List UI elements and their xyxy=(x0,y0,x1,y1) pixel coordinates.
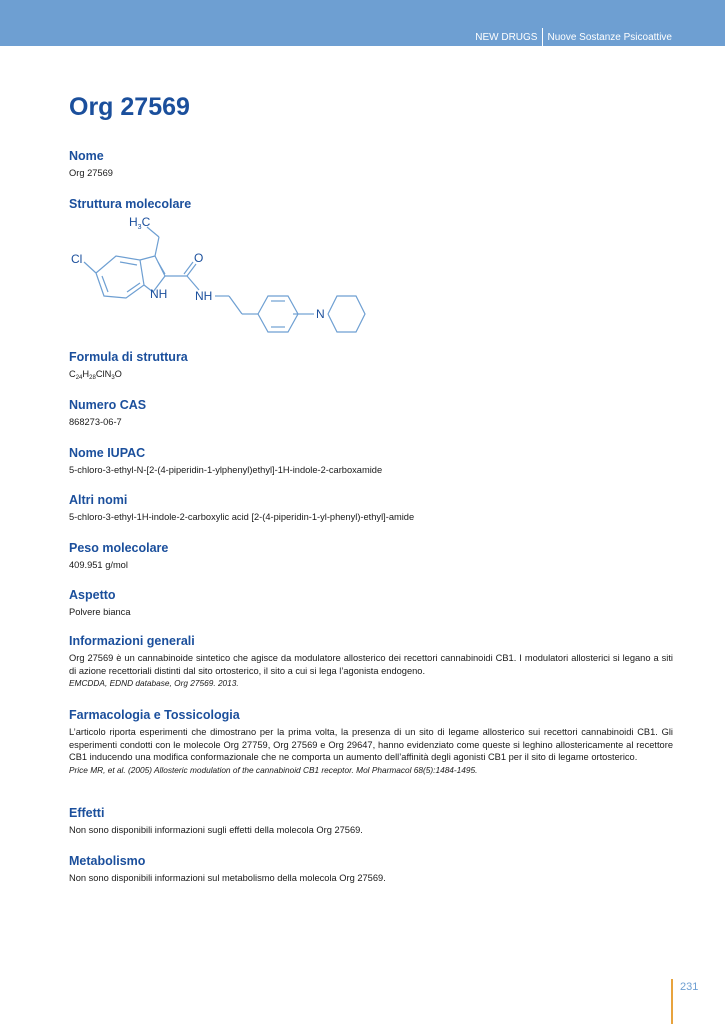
peso-value: 409.951 g/mol xyxy=(69,560,128,570)
section-altri-nomi xyxy=(69,492,673,524)
atom-nh-amide: NH xyxy=(195,289,213,303)
section-metabolismo xyxy=(69,853,673,885)
molecular-structure xyxy=(69,212,379,342)
farmaco-heading: Farmacologia e Tossicologia xyxy=(69,708,240,722)
header-divider xyxy=(542,28,543,46)
effetti-heading: Effetti xyxy=(69,806,105,820)
info-reference: EMCDDA, EDND database, Org 27569. 2013. xyxy=(69,678,239,688)
section-peso xyxy=(69,540,673,572)
header-text xyxy=(475,28,672,46)
nome-heading: Nome xyxy=(69,149,104,163)
farmaco-value: L’articolo riporta esperimenti che dimostrano per la prima volta, la presenza di un sito di legame allosterico sui recettori cannabinoidi CB1. Gli esperimenti condotti con le molecole Org 27759, Org 27569 e Org 29647, hanno evidenziato come queste si leghino allostericamente al recettore CB1 inducendo una modifica conformazionale che ne comporta un aumento dell’affinità degli agonisti CB1 per il sito di legame ortosterico. xyxy=(69,727,673,762)
atom-n: N xyxy=(316,307,325,321)
section-farmacologia xyxy=(69,707,673,776)
section-informazioni xyxy=(69,633,673,689)
altri-value: 5-chloro-3-ethyl-1H-indole-2-carboxylic acid [2-(4-piperidin-1-yl-phenyl)-ethyl]-amide xyxy=(69,512,415,522)
section-formula xyxy=(69,349,673,385)
section-aspetto xyxy=(69,587,673,619)
nome-value: Org 27569 xyxy=(69,168,113,178)
iupac-value: 5-chloro-3-ethyl-N-[2-(4-piperidin-1-ylphenyl)ethyl]-1H-indole-2-carboxamide xyxy=(69,465,383,475)
structure-labels xyxy=(71,215,325,321)
effetti-value: Non sono disponibili informazioni sugli effetti della molecola Org 27569. xyxy=(69,825,363,835)
farmaco-reference: Price MR, et al. (2005) Allosteric modulation of the cannabinoid CB1 receptor. Mol Pharmacol 68(5):1484-1495. xyxy=(69,764,478,775)
metabolismo-heading: Metabolismo xyxy=(69,854,146,868)
atom-nh-ring: NH xyxy=(150,287,168,301)
atom-h3c-c: C xyxy=(141,215,151,229)
iupac-heading: Nome IUPAC xyxy=(69,446,146,460)
page-number: 231 xyxy=(680,981,699,993)
info-heading: Informazioni generali xyxy=(69,634,195,648)
header-bar xyxy=(0,0,725,46)
aspetto-heading: Aspetto xyxy=(69,588,116,602)
formula-heading: Formula di struttura xyxy=(69,350,188,364)
formula-value: $C_{24}H_{28}ClN_3O$ xyxy=(69,369,122,381)
header-category: NEW DRUGS xyxy=(475,31,538,43)
atom-o: O xyxy=(194,251,204,265)
peso-heading: Peso molecolare xyxy=(69,541,169,555)
svg-text:H3C xyxy=(129,215,151,231)
info-value: Org 27569 è un cannabinoide sintetico che agisce da modulatore allosterico dei recettori cannabinoidi CB1. I modulatori allosterici si legano a siti di azione recettoriali distinti dal sito ortosterico, il sito a cui si lega l’agonista endogeno. xyxy=(69,653,673,676)
atom-h3c-sub: 3 xyxy=(137,224,142,231)
altri-heading: Altri nomi xyxy=(69,493,128,507)
atom-cl: Cl xyxy=(71,252,83,266)
section-cas xyxy=(69,397,673,429)
atom-h3c-h: H xyxy=(129,215,138,229)
cas-value: 868273-06-7 xyxy=(69,417,122,427)
metabolismo-value: Non sono disponibili informazioni sul metabolismo della molecola Org 27569. xyxy=(69,873,386,883)
aspetto-value: Polvere bianca xyxy=(69,607,131,617)
struttura-heading: Struttura molecolare xyxy=(69,197,192,211)
page-title: Org 27569 xyxy=(69,93,190,121)
section-nome xyxy=(69,148,673,180)
cas-heading: Numero CAS xyxy=(69,398,147,412)
section-struttura xyxy=(69,196,673,212)
header-subtitle: Nuove Sostanze Psicoattive xyxy=(547,31,672,43)
section-effetti xyxy=(69,805,673,837)
section-iupac xyxy=(69,445,673,477)
page-marker xyxy=(671,979,673,1024)
